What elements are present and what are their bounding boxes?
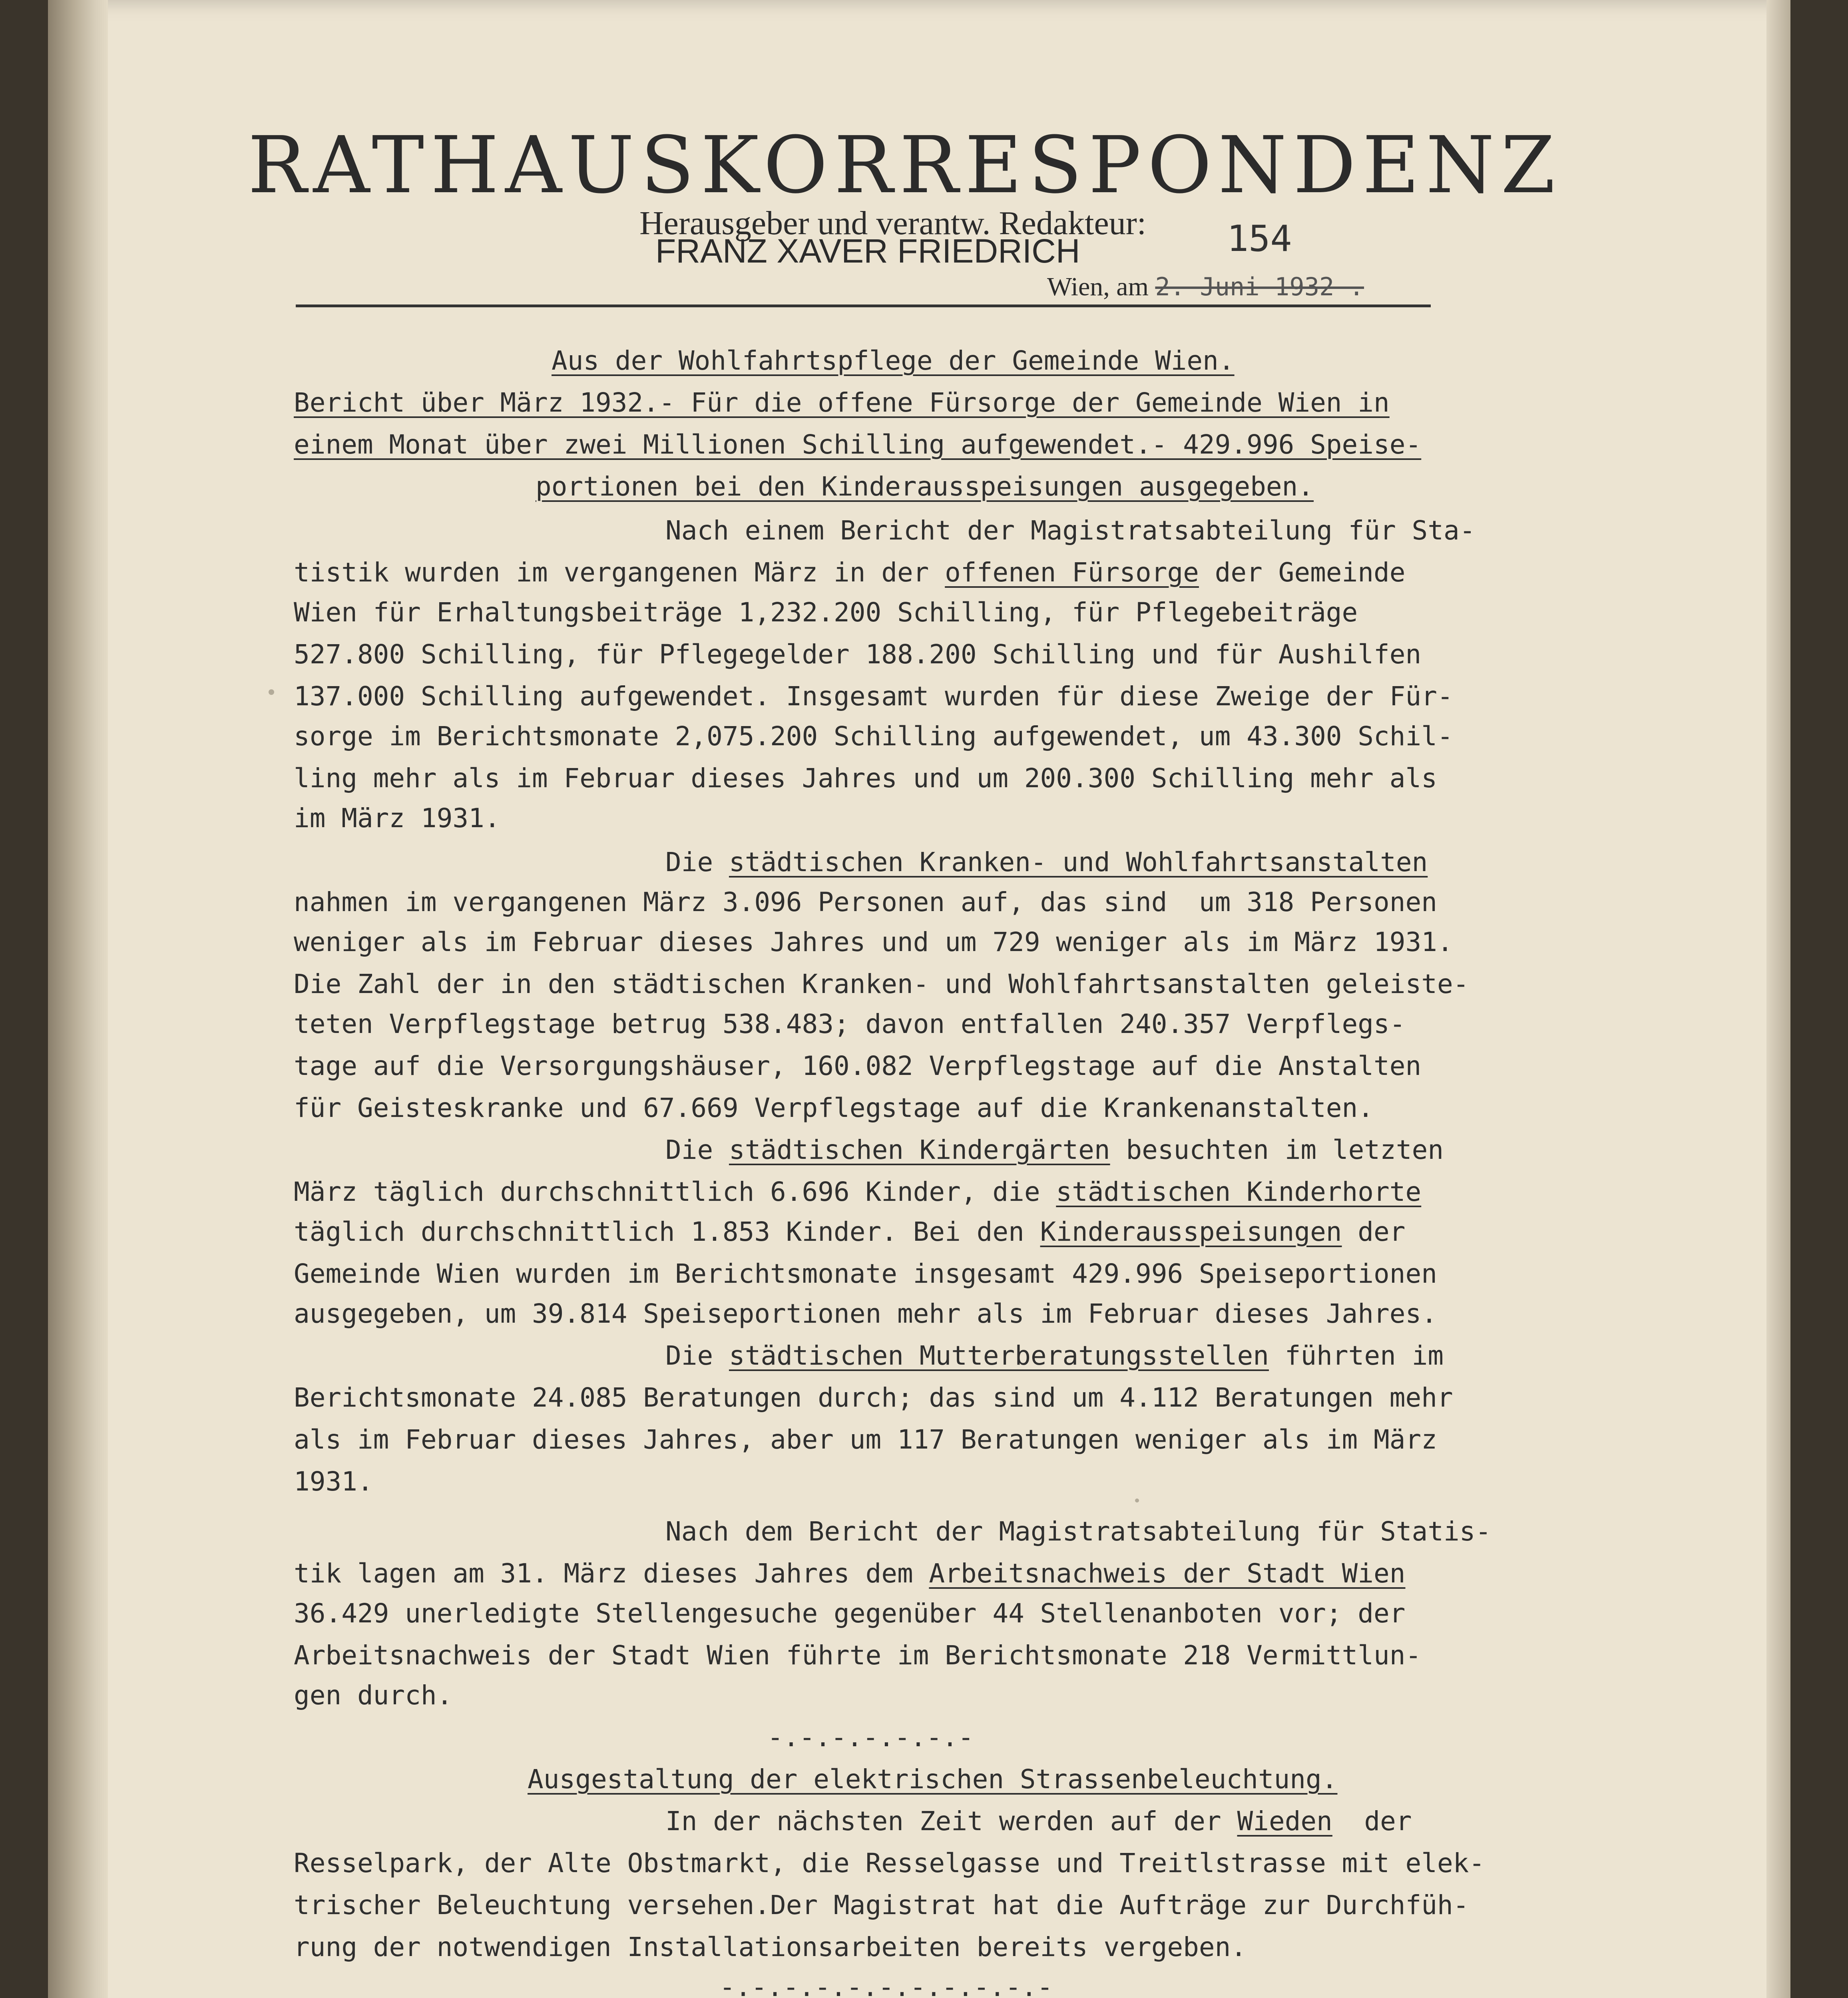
- page-edge: [1766, 0, 1790, 1998]
- underlined-term: städtischen Mutterberatungsstellen: [729, 1340, 1269, 1371]
- body-line: Nach einem Bericht der Magistratsabteilung für Sta-: [665, 515, 1476, 546]
- text-run: der: [1332, 1806, 1412, 1837]
- body-line: teten Verpflegstage betrug 538.483; davon entfallen 240.357 Verpflegs-: [294, 1009, 1406, 1039]
- body-line: für Geisteskranke und 67.669 Verpflegstage auf die Krankenanstalten.: [294, 1093, 1374, 1123]
- body-line: sorge im Berichtsmonate 2,075.200 Schilling aufgewendet, um 43.300 Schil-: [294, 721, 1453, 752]
- masthead-title: RATHAUSKORRESPONDENZ: [248, 120, 1562, 211]
- body-line: [294, 559, 1405, 586]
- body-line: Arbeitsnachweis der Stadt Wien führte im Berichtsmonate 218 Vermittlun-: [294, 1640, 1422, 1671]
- body-line: Wien für Erhaltungsbeiträge 1,232.200 Schilling, für Pflegebeiträge: [294, 597, 1358, 628]
- place-label: Wien, am: [1047, 272, 1149, 301]
- subtitle-line: einem Monat über zwei Millionen Schilling aufgewendet.- 429.996 Speise-: [294, 429, 1422, 460]
- subtitle-line: Bericht über März 1932.- Für die offene Fürsorge der Gemeinde Wien in: [294, 387, 1390, 418]
- editor-label: Herausgeber und verantw. Redakteur:: [639, 205, 1147, 242]
- place-date: [1047, 272, 1364, 302]
- text-run: tistik wurden im vergangenen März in der: [294, 557, 945, 588]
- body-line: Berichtsmonate 24.085 Beratungen durch; das sind um 4.112 Beratungen mehr: [294, 1382, 1453, 1413]
- section-heading: Ausgestaltung der elektrischen Strassenbeleuchtung.: [528, 1764, 1338, 1795]
- underlined-term: städtischen Kindergärten: [729, 1134, 1110, 1165]
- body-line: trischer Beleuchtung versehen.Der Magistrat hat die Aufträge zur Durchfüh-: [294, 1890, 1469, 1920]
- body-line: 1931.: [294, 1466, 373, 1497]
- binding-edge: [48, 0, 108, 1998]
- body-line: Die Zahl der in den städtischen Kranken- und Wohlfahrtsanstalten geleiste-: [294, 969, 1469, 999]
- text-run: tik lagen am 31. März dieses Jahres dem: [294, 1558, 929, 1589]
- body-line: ausgegeben, um 39.814 Speiseportionen mehr als im Februar dieses Jahres.: [294, 1298, 1437, 1329]
- text-run: März täglich durchschnittlich 6.696 Kinder, die: [294, 1176, 1056, 1207]
- text-run: In der nächsten Zeit werden auf der: [665, 1806, 1237, 1837]
- body-line: nahmen im vergangenen März 3.096 Personen auf, das sind um 318 Personen: [294, 887, 1437, 917]
- body-line: [665, 1134, 1444, 1165]
- text-run: täglich durchschnittlich 1.853 Kinder. Bei den: [294, 1216, 1040, 1247]
- editor-name: FRANZ XAVER FRIEDRICH: [655, 232, 1080, 270]
- masthead-rule: [296, 304, 1431, 307]
- body-line: 137.000 Schilling aufgewendet. Insgesamt wurden für diese Zweige der Für-: [294, 681, 1453, 712]
- body-line: gen durch.: [294, 1680, 453, 1711]
- subtitle-line: [536, 471, 1314, 502]
- section-separator: -.-.-.-.-.-.-.-.-.-.-: [719, 1972, 1053, 1998]
- section-heading: Aus der Wohlfahrtspflege der Gemeinde Wien.: [552, 345, 1235, 376]
- underlined-term: Kinderausspeisungen: [1040, 1216, 1342, 1247]
- underlined-term: offenen Fürsorge: [945, 557, 1199, 588]
- body-line: [294, 1216, 1406, 1247]
- body-line: Nach dem Bericht der Magistratsabteilung für Statis-: [665, 1516, 1492, 1547]
- underlined-term: städtischen Kinderhorte: [1056, 1176, 1422, 1207]
- paper-speck: [269, 689, 274, 695]
- page-number: 154: [1227, 218, 1292, 260]
- underlined-term: Wieden: [1237, 1806, 1332, 1837]
- underlined-term: Arbeitsnachweis der Stadt Wien: [929, 1558, 1406, 1589]
- section-separator: -.-.-.-.-.-.-: [767, 1722, 974, 1753]
- body-line: [294, 1560, 1405, 1587]
- paper-speck: [1135, 1498, 1139, 1502]
- body-line: tage auf die Versorgungshäuser, 160.082 Verpflegstage auf die Anstalten: [294, 1051, 1422, 1081]
- body-line: Gemeinde Wien wurden im Berichtsmonate insgesamt 429.996 Speiseportionen: [294, 1258, 1437, 1289]
- body-line: 527.800 Schilling, für Pflegegelder 188.200 Schilling und für Aushilfen: [294, 639, 1422, 670]
- body-line: ling mehr als im Februar dieses Jahres und um 200.300 Schilling mehr als: [294, 763, 1437, 794]
- subtitle-line-text: portionen bei den Kinderausspeisungen ausgegeben.: [536, 471, 1314, 502]
- text-run: Die: [665, 847, 729, 878]
- text-run: Die: [665, 1134, 729, 1165]
- text-run: besuchten im letzten: [1110, 1134, 1444, 1165]
- text-run: der: [1342, 1216, 1406, 1247]
- body-line: als im Februar dieses Jahres, aber um 117 Beratungen weniger als im März: [294, 1424, 1437, 1455]
- text-run: der Gemeinde: [1199, 557, 1406, 588]
- body-line: 36.429 unerledigte Stellengesuche gegenüber 44 Stellenanboten vor; der: [294, 1598, 1406, 1629]
- body-line: [665, 849, 1428, 876]
- body-line: im März 1931.: [294, 803, 500, 834]
- text-run: führten im: [1269, 1340, 1444, 1371]
- body-line: rung der notwendigen Installationsarbeiten bereits vergeben.: [294, 1932, 1247, 1962]
- issue-date: 2. Juni 1932 .: [1155, 272, 1364, 301]
- underlined-term: städtischen Kranken- und Wohlfahrtsanstalten: [729, 847, 1428, 878]
- body-line: Resselpark, der Alte Obstmarkt, die Resselgasse und Treitlstrasse mit elek-: [294, 1848, 1485, 1879]
- body-line: [665, 1808, 1412, 1835]
- body-line: weniger als im Februar dieses Jahres und um 729 weniger als im März 1931.: [294, 927, 1453, 957]
- body-line: [665, 1340, 1444, 1371]
- text-run: Die: [665, 1340, 729, 1371]
- body-line: [294, 1176, 1422, 1207]
